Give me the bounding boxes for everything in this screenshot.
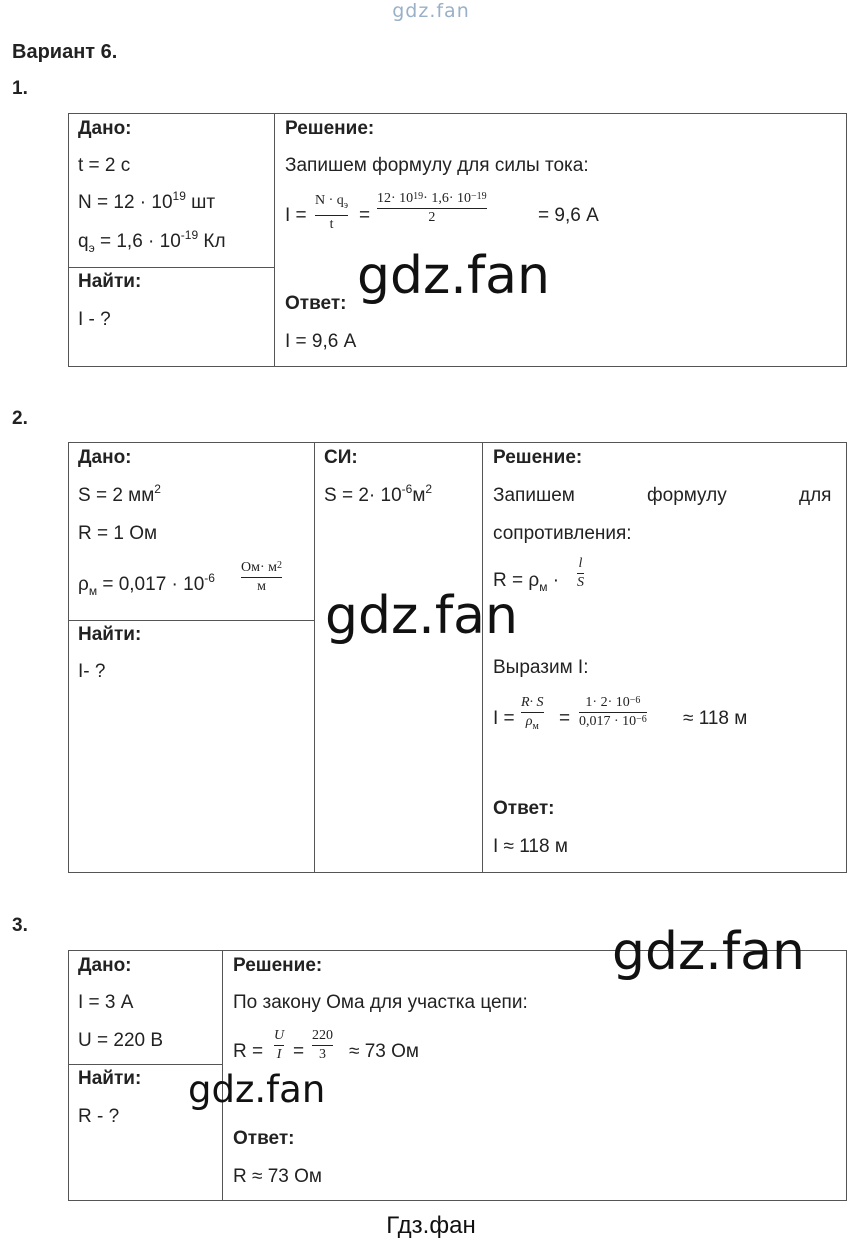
formula-1-lhs: $R = \rho_м$ · [493, 570, 560, 594]
task-2-si-cell [314, 442, 483, 873]
find-label: Найти: [78, 624, 142, 645]
given-resistivity: $\rho_м = 0,017 \cdot 10^{-6}$ [78, 571, 215, 598]
formula-2-fraction-a: R· S $\rho_м$ [521, 695, 544, 732]
si-label: СИ: [324, 447, 358, 468]
task-1-given-cell [68, 113, 275, 268]
si-area: $S = 2\cdot 10^{-6}м^2$ [324, 482, 433, 506]
solution-label: Решение: [493, 447, 583, 468]
given-area: S = 2 $мм^2$ [78, 482, 161, 506]
answer-value: I ≈ 118 м [493, 836, 568, 857]
given-time: t = 2 с [78, 155, 131, 176]
find-value: R - ? [78, 1106, 120, 1127]
task-2-given-cell [68, 442, 315, 621]
given-label: Дано: [78, 955, 132, 976]
watermark-2: gdz.fan [325, 586, 518, 646]
formula-2-fraction-b: $1\cdot 2\cdot 10^{-6}$ $0,017 \cdot 10^{-6}$ [579, 695, 647, 729]
task-3-number: 3. [12, 915, 28, 936]
given-resistance: R = 1 Ом [78, 523, 158, 544]
formula-lhs: R = [233, 1041, 264, 1062]
find-label: Найти: [78, 271, 142, 292]
formula-2-result: ≈ 118 м [683, 708, 748, 729]
answer-label: Ответ: [233, 1128, 295, 1149]
formula-fraction-2: 220 3 [312, 1028, 333, 1062]
watermark-3: gdz.fan [612, 922, 805, 982]
formula-2-equals: = [559, 708, 571, 729]
solution-word-3: для [799, 485, 832, 506]
answer-value: I = 9,6 А [285, 331, 357, 352]
given-label: Дано: [78, 447, 132, 468]
given-current: I = 3 А [78, 992, 134, 1013]
find-value: I - ? [78, 309, 111, 330]
task-3-given-cell [68, 950, 223, 1065]
given-label: Дано: [78, 118, 132, 139]
formula-result: ≈ 73 Ом [349, 1041, 419, 1062]
solution-line-2: сопротивления: [493, 523, 632, 544]
formula-result: = 9,6 А [538, 205, 599, 226]
given-count: $N = 12 \cdot 10^{19}$ шт [78, 189, 216, 213]
find-label: Найти: [78, 1068, 142, 1089]
answer-value: R ≈ 73 Ом [233, 1166, 322, 1187]
formula-fraction-1: U I [274, 1028, 285, 1062]
solution-label: Решение: [285, 118, 375, 139]
task-2-solution-cell [482, 442, 847, 873]
solution-label: Решение: [233, 955, 323, 976]
formula-lhs: I = [285, 205, 307, 226]
formula-2-lhs: I = [493, 708, 515, 729]
task-1-number: 1. [12, 78, 28, 99]
formula-fraction-1: $N \cdot q_э$ t [315, 193, 349, 232]
given-charge: $q_э = 1,6 \cdot 10^{-19}$ Кл [78, 228, 226, 255]
site-watermark: gdz.fan [392, 0, 470, 22]
footer-watermark: Гдз.фан [386, 1212, 476, 1239]
resistivity-unit: $Ом\cdot м^2$ м [241, 560, 282, 594]
task-1-solution-cell [274, 113, 847, 367]
watermark-1: gdz.fan [357, 246, 550, 306]
solution-word-1: Запишем [493, 485, 575, 506]
solution-text: По закону Ома для участка цепи: [233, 992, 528, 1013]
find-value: I- ? [78, 661, 106, 682]
watermark-4: gdz.fan [188, 1068, 326, 1111]
formula-equals: = [359, 205, 371, 226]
solution-text: Запишем формулу для силы тока: [285, 155, 589, 176]
task-1-find-cell [68, 267, 275, 367]
page-title: Вариант 6. [12, 41, 118, 63]
formula-1-fraction: l S [577, 556, 584, 590]
given-voltage: U = 220 В [78, 1030, 164, 1051]
formula-equals: = [293, 1041, 305, 1062]
task-2-number: 2. [12, 408, 28, 429]
solution-word-2: формулу [647, 485, 727, 506]
answer-label: Ответ: [493, 798, 555, 819]
answer-label: Ответ: [285, 293, 347, 314]
express-text: Выразим I: [493, 657, 589, 678]
formula-fraction-2: $12\cdot 10^{19}\cdot 1,6\cdot 10^{-19}$ 2 [377, 191, 487, 225]
task-2-find-cell [68, 620, 315, 873]
